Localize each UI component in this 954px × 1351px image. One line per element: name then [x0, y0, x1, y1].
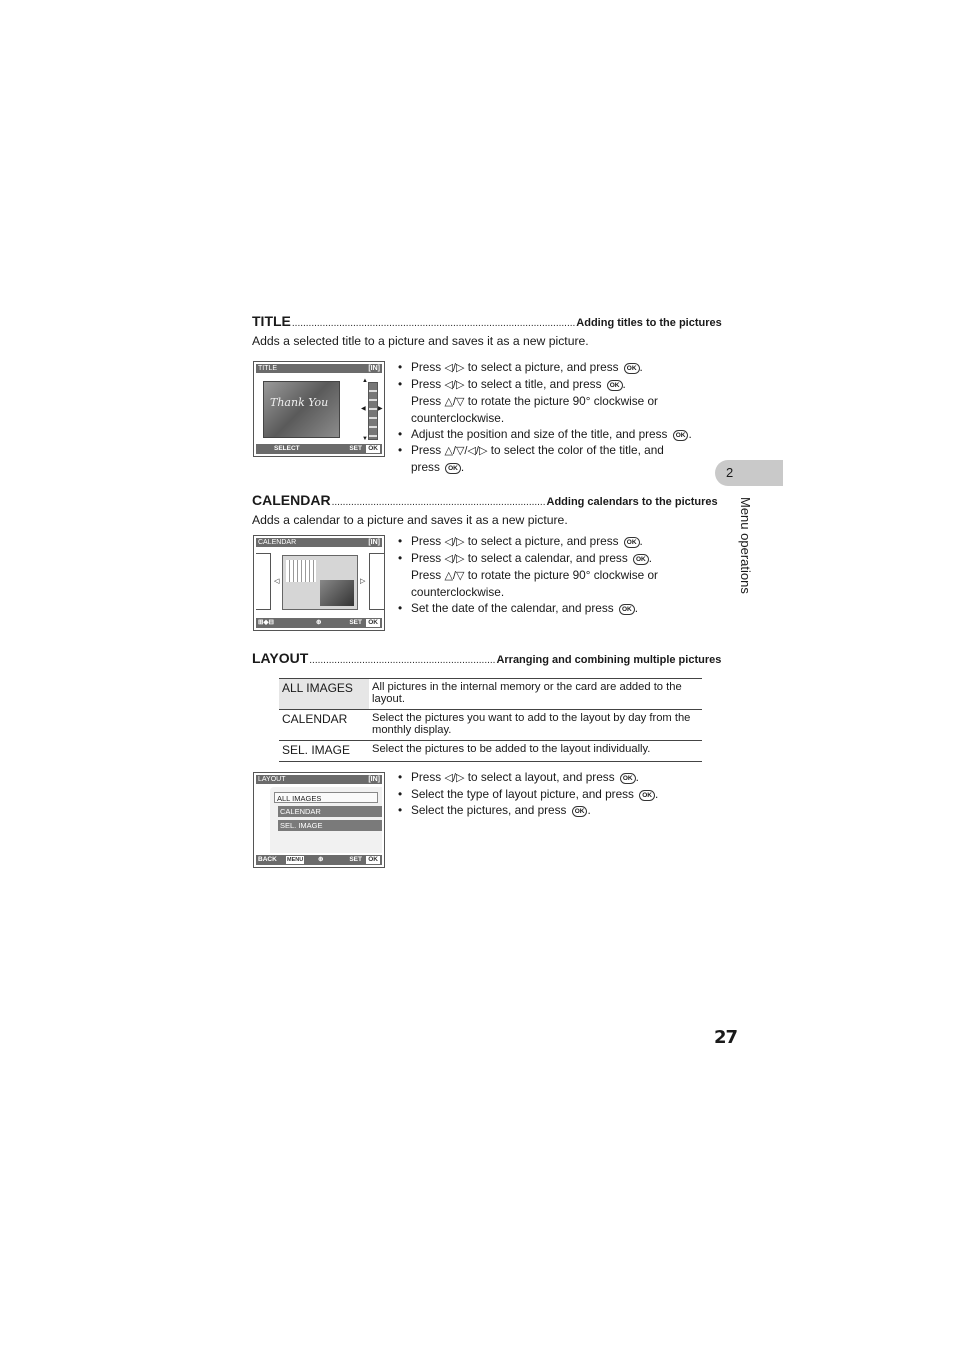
calendar-preview: [282, 555, 358, 610]
menu-item-calendar[interactable]: CALENDAR: [278, 806, 382, 817]
layout-section-heading: [252, 650, 722, 666]
ok-button-icon: OK: [639, 790, 655, 801]
section-name: TITLE: [252, 313, 291, 329]
ok-button-icon: OK: [673, 430, 689, 441]
ok-icon: OK: [368, 619, 378, 626]
four-way-arrow-icon: △/▽/◁/▷: [444, 445, 488, 457]
table-row: [279, 741, 702, 762]
internal-memory-icon: [IN]: [368, 365, 380, 372]
calendar-instructions: [398, 533, 703, 616]
title-section-heading: [252, 313, 722, 329]
ok-button-icon: OK: [624, 537, 640, 548]
list-item: • Press ◁/▷ to select a layout, and press OK .: [398, 769, 703, 786]
section-description: Adds a calendar to a picture and saves it as a new picture.: [252, 513, 568, 527]
section-name: CALENDAR: [252, 492, 331, 508]
list-item: • Press ◁/▷ to select a picture, and press OK .: [398, 359, 703, 376]
next-calendar-frame: [369, 553, 384, 610]
ok-button-icon: OK: [607, 380, 623, 391]
left-right-arrow-icon: ◁/▷: [444, 553, 465, 565]
left-arrow-icon: ◁: [274, 578, 280, 585]
left-right-arrow-icon: ◁/▷: [444, 362, 465, 374]
left-arrow-icon: ◀: [361, 406, 366, 412]
ok-button-icon: OK: [619, 604, 635, 615]
chapter-number: 2: [726, 465, 734, 480]
previous-calendar-frame: [256, 553, 271, 610]
color-selector-bar: [368, 382, 378, 440]
leader-dots: ...................................................................: [309, 655, 496, 666]
list-item-continuation: Press △/▽ to rotate the picture 90° clockwise or: [411, 394, 658, 408]
option-description: Select the pictures you want to add to the layout by day from the monthly display.: [369, 710, 702, 741]
left-right-arrow-icon: ◁/▷: [444, 772, 465, 784]
option-name: ALL IMAGES: [279, 679, 369, 710]
list-item: • Set the date of the calendar, and press OK .: [398, 600, 703, 616]
screen-header: TITLE [IN]: [258, 365, 380, 372]
list-item-continuation: Press △/▽ to rotate the picture 90° clockwise or: [411, 568, 658, 582]
option-description: All pictures in the internal memory or the card are added to the layout.: [369, 679, 702, 710]
screen-header: CALENDAR [IN]: [258, 539, 380, 546]
internal-memory-icon: [IN]: [368, 776, 380, 783]
right-arrow-icon: ▷: [360, 578, 366, 585]
left-right-arrow-icon: ◁/▷: [444, 536, 465, 548]
menu-item-sel-image[interactable]: SEL. IMAGE: [278, 820, 382, 831]
list-item: • Adjust the position and size of the title, and press OK .: [398, 426, 703, 442]
screen-footer: ⊞◆⊟ ⊕ SET OK: [256, 618, 382, 628]
layout-options-table: [279, 678, 702, 762]
leader-dots: ......................................................................................................: [291, 318, 576, 329]
ok-button-icon: OK: [572, 806, 588, 817]
option-description: Select the pictures to be added to the layout individually.: [369, 741, 702, 762]
picture-thumbnail: [263, 381, 340, 438]
calendar-camera-screen: [253, 535, 385, 631]
calendar-photo: [320, 580, 354, 606]
layout-instructions: [398, 769, 703, 818]
title-instructions: [398, 359, 703, 475]
list-item-continuation: counterclockwise.: [411, 411, 505, 425]
list-item: • Press ◁/▷ to select a picture, and press OK .: [398, 533, 703, 550]
list-item: • Select the pictures, and press OK .: [398, 802, 703, 818]
up-arrow-icon: ▲: [362, 378, 368, 384]
ok-icon: OK: [368, 445, 378, 452]
list-item: • Press ◁/▷ to select a calendar, and press OK .: [398, 550, 703, 567]
ok-icon: OK: [368, 856, 378, 863]
section-subtitle: Arranging and combining multiple pictures: [496, 654, 722, 666]
list-item-continuation: press OK .: [411, 460, 465, 474]
title-overlay-text: Thank You: [270, 396, 329, 409]
section-subtitle: Adding calendars to the pictures: [546, 496, 718, 508]
screen-footer: BACK MENU ⊕ SET OK: [256, 855, 382, 865]
option-name: SEL. IMAGE: [279, 741, 369, 762]
down-arrow-icon: ▼: [362, 436, 368, 442]
list-item: • Press ◁/▷ to select a title, and press OK .: [398, 376, 703, 393]
up-down-arrow-icon: △/▽: [444, 396, 465, 408]
up-down-arrow-icon: △/▽: [444, 570, 465, 582]
option-name: CALENDAR: [279, 710, 369, 741]
table-row: [279, 679, 702, 710]
list-item-continuation: counterclockwise.: [411, 585, 505, 599]
chapter-title: Menu operations: [738, 497, 753, 594]
calendar-grid: [286, 560, 316, 582]
internal-memory-icon: [IN]: [368, 539, 380, 546]
screen-header: LAYOUT [IN]: [258, 776, 380, 783]
page-number: 27: [714, 1027, 738, 1048]
title-camera-screen: [253, 361, 385, 457]
menu-button-icon: MENU: [287, 857, 304, 863]
dial-icon: ⊕: [318, 856, 324, 863]
leader-dots: .............................................................................: [331, 497, 546, 508]
ok-button-icon: OK: [633, 554, 649, 565]
rotate-icon: ⊞◆⊟: [258, 619, 274, 626]
ok-button-icon: OK: [445, 463, 461, 474]
calendar-section-heading: [252, 492, 718, 508]
menu-item-all-images[interactable]: ALL IMAGES: [274, 792, 378, 803]
ok-button-icon: OK: [624, 363, 640, 374]
section-subtitle: Adding titles to the pictures: [576, 317, 722, 329]
left-right-arrow-icon: ◁/▷: [444, 379, 465, 391]
ok-button-icon: OK: [620, 773, 636, 784]
section-name: LAYOUT: [252, 650, 309, 666]
table-row: [279, 710, 702, 741]
section-description: Adds a selected title to a picture and saves it as a new picture.: [252, 334, 589, 348]
list-item: • Press △/▽/◁/▷ to select the color of the title, and: [398, 442, 703, 459]
right-arrow-icon: ▶: [378, 406, 383, 412]
screen-footer: SELECT SET OK: [256, 444, 382, 454]
list-item: • Select the type of layout picture, and press OK .: [398, 786, 703, 802]
layout-camera-screen: [253, 772, 385, 868]
menu-panel: [270, 787, 382, 853]
dial-icon: ⊕: [316, 619, 322, 626]
